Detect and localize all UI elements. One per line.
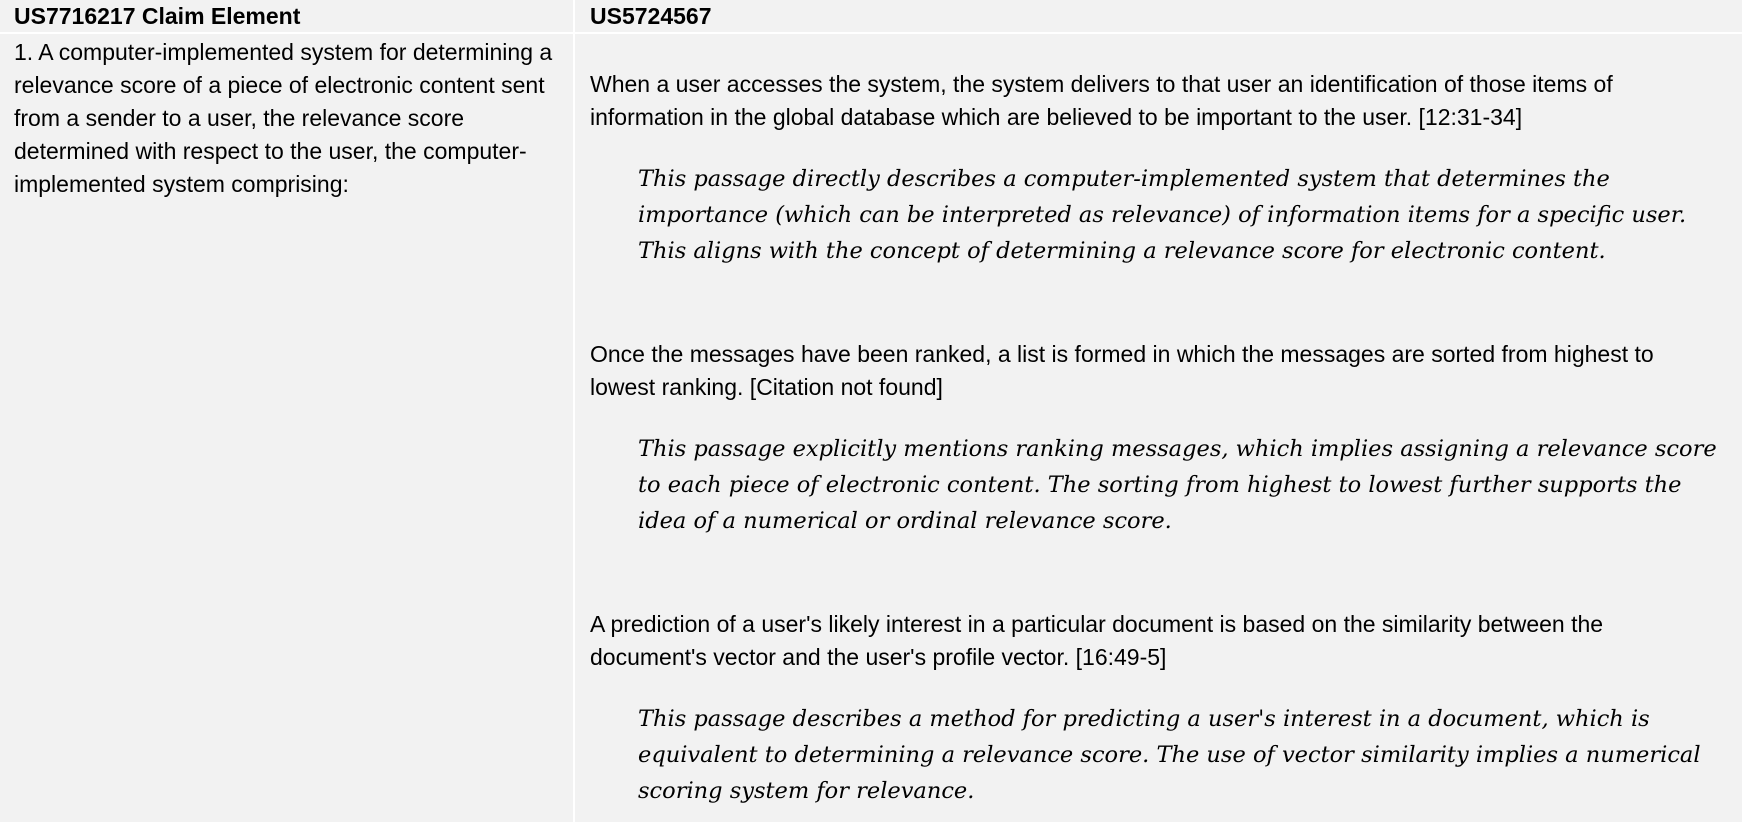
evidence-quote: When a user accesses the system, the system delivers to that user an identification of those items of information in the global database which are believed to be important to the user. [12:31-34] [590,71,1613,130]
reference-column-header: US5724567 [590,3,712,29]
evidence-analysis: This passage explicitly mentions ranking messages, which implies assigning a relevance score to each piece of electronic content. The sorting from highest to lowest further supports the idea of a numerical or ordinal relevance score. [638,436,1717,534]
evidence-analysis: This passage describes a method for predicting a user's interest in a document, which is equivalent to determining a relevance score. The use of vector similarity implies a numerical scoring system for relevance. [638,706,1701,804]
evidence-column [590,68,1725,809]
block-spacer [590,269,1725,338]
evidence-block [590,338,1725,539]
column-divider [573,0,575,822]
block-spacer [590,539,1725,608]
header-divider [0,32,1742,34]
evidence-quote: Once the messages have been ranked, a list is formed in which the messages are sorted from highest to lowest ranking. [Citation not found] [590,341,1654,400]
evidence-analysis: This passage directly describes a computer-implemented system that determines the importance (which can be interpreted as relevance) of information items for a specific user. This aligns with the concept of determining a relevance score for electronic content. [638,166,1687,264]
evidence-block [590,68,1725,269]
claim-column-header: US7716217 Claim Element [14,3,301,29]
evidence-quote: A prediction of a user's likely interest in a particular document is based on the similarity between the document's vector and the user's profile vector. [16:49-5] [590,611,1604,670]
claim-element-text: 1. A computer-implemented system for determining a relevance score of a piece of electronic content sent from a sender to a user, the relevance score determined with respect to the user, the computer-implemented system comprising: [14,39,553,197]
evidence-block [590,608,1725,809]
